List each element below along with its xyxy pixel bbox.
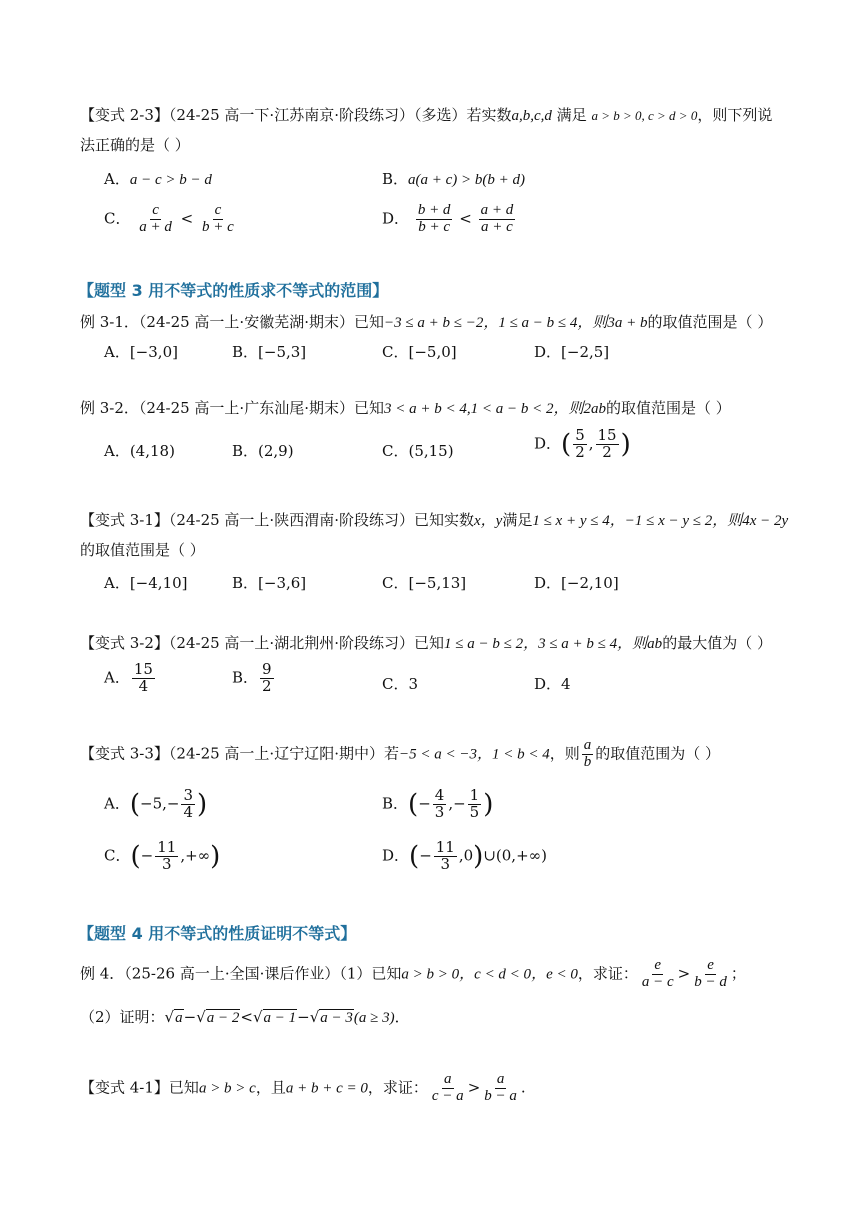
radicand: a − 2 — [206, 1010, 240, 1026]
operator: > — [467, 1078, 481, 1097]
problem-e32-line1 — [80, 397, 731, 418]
denominator: b − a — [484, 1087, 517, 1104]
option-d: D．4 — [534, 675, 571, 693]
numerator: 9 — [262, 660, 272, 678]
problem-header: 【变式 3-2】（24-25 高一上·湖北荆州·阶段练习）已知 — [80, 634, 444, 652]
right-paren: ) — [473, 841, 484, 872]
math-condition: ，1 < b < 4 — [476, 746, 550, 763]
option-label: B． — [232, 668, 259, 687]
denominator: a + d — [139, 218, 172, 235]
option-label: D． — [534, 434, 562, 453]
left-paren: ( — [561, 429, 572, 460]
math-condition: −3 ≤ a + b ≤ −2 — [383, 315, 484, 331]
numerator: 11 — [157, 838, 177, 856]
problem-v23-line1 — [80, 104, 772, 125]
text: ,0 — [458, 846, 474, 865]
numerator: a — [444, 1071, 452, 1087]
math-expr: a − c > b − d — [129, 172, 212, 188]
text: （2）证明： — [80, 1008, 165, 1026]
text: ，则 — [549, 744, 580, 763]
problem-e4-line1 — [80, 958, 746, 991]
fraction — [582, 738, 594, 771]
math-vars: a,b,c,d — [511, 108, 552, 124]
problem-header: 例 4．（25-26 高一上·全国·课后作业）（1）已知 — [80, 964, 402, 983]
radicand: a — [175, 1010, 183, 1026]
text: − — [418, 794, 431, 813]
option-label: C． — [104, 846, 131, 865]
union-symbol: ∪ — [483, 846, 496, 865]
option-d: D．[−2,5] — [534, 343, 610, 361]
option-label: A． — [104, 794, 130, 813]
fraction — [468, 788, 482, 821]
fraction — [155, 840, 178, 873]
option-c: C．(5,15) — [382, 442, 454, 460]
text: ． — [394, 1008, 410, 1026]
numerator: e — [707, 957, 714, 973]
math-condition: a > b > c — [198, 1080, 256, 1097]
option-c — [104, 840, 220, 873]
problem-v33-line1 — [80, 738, 720, 771]
text: ； — [730, 964, 746, 983]
text: − — [419, 846, 432, 865]
text: ，则下列说 — [697, 106, 773, 124]
denominator: 2 — [602, 442, 612, 461]
option-b — [382, 168, 525, 189]
option-d — [382, 203, 517, 236]
fraction — [434, 840, 457, 873]
problem-header: 例 3-1．（24-25 高一上·安徽芜湖·期末）已知 — [80, 313, 384, 331]
fraction — [433, 788, 447, 821]
problem-header: 例 3-2．（24-25 高一上·广东汕尾·期末）已知 — [80, 399, 384, 417]
math-expr: ，则3a + b — [577, 315, 648, 331]
option-d: D．[−2,10] — [534, 574, 619, 592]
problem-v41-line1 — [80, 1072, 526, 1105]
numerator: 15 — [597, 426, 617, 444]
option-label: B． — [382, 794, 409, 813]
fraction — [640, 958, 676, 991]
numerator: 4 — [434, 786, 445, 804]
problem-header: 【变式 4-1】已知 — [80, 1078, 199, 1097]
math-condition: a > b > 0, c > d > 0 — [591, 108, 698, 123]
option-b: B．[−3,6] — [232, 574, 307, 592]
text: 的最大值为（ ） — [662, 634, 772, 652]
option-a: A．[−4,10] — [104, 574, 188, 592]
denominator: b + c — [202, 218, 234, 235]
text: 的取值范围是（ ） — [605, 399, 731, 417]
denominator: c − a — [431, 1087, 464, 1104]
problem-v31-line1 — [80, 509, 788, 530]
denominator: 2 — [262, 676, 272, 695]
numerator: c — [152, 202, 159, 218]
numerator: e — [654, 957, 662, 973]
math-condition: ，3 ≤ a + b ≤ 4 — [523, 636, 618, 652]
option-label: B． — [382, 170, 409, 188]
math-condition: ，−1 ≤ x − y ≤ 2 — [609, 513, 713, 529]
option-label: C． — [104, 209, 131, 228]
option-a — [104, 168, 212, 189]
fraction — [596, 428, 619, 461]
denominator: 4 — [138, 676, 149, 695]
problem-v31-line2: 的取值范围是（ ） — [80, 541, 205, 559]
text: (0,+∞) — [495, 846, 547, 865]
numerator: b + d — [417, 202, 451, 218]
math-condition: (a ≥ 3) — [353, 1010, 395, 1026]
option-c: C．[−5,0] — [382, 343, 457, 361]
problem-v23-line2: 法正确的是（ ） — [80, 136, 190, 154]
math-expr: ，则2ab — [553, 401, 606, 417]
operator: > — [677, 964, 691, 983]
option-b — [382, 788, 493, 821]
numerator: a — [583, 737, 592, 753]
operator: < — [180, 209, 194, 228]
option-label: D． — [382, 846, 410, 865]
right-paren: ) — [197, 789, 208, 820]
numerator: a — [496, 1071, 505, 1087]
radicand: a − 1 — [263, 1010, 297, 1026]
problem-e31-line1 — [80, 311, 772, 332]
operator: < — [459, 209, 472, 228]
fraction — [132, 662, 155, 695]
math-condition: 1 ≤ a − b ≤ 2 — [443, 636, 524, 652]
option-a — [104, 788, 207, 821]
option-c — [104, 203, 238, 236]
text: −5,− — [140, 794, 180, 813]
math-expr: ，则4x − 2y — [712, 513, 789, 529]
denominator: a − c — [641, 973, 674, 990]
problem-header: 【变式 3-1】（24-25 高一上·陕西渭南·阶段练习）已知实数 — [80, 511, 474, 529]
radicand: a − 3 — [320, 1010, 353, 1026]
option-c: C．[−5,13] — [382, 574, 467, 592]
math-condition: ，e < 0 — [531, 966, 578, 983]
sqrt-symbol: √ — [164, 1008, 175, 1026]
fraction — [200, 203, 236, 236]
fraction — [479, 203, 516, 236]
math-expr: ，则ab — [617, 636, 663, 652]
text: ，求证： — [367, 1078, 428, 1097]
problem-header: 【变式 3-3】（24-25 高一上·辽宁辽阳·期中）若 — [80, 744, 399, 763]
denominator: b — [583, 753, 592, 770]
math-expr: a(a + c) > b(b + d) — [408, 172, 526, 188]
fraction — [137, 203, 174, 236]
option-a — [104, 662, 157, 695]
option-a: A．[−3,0] — [104, 343, 178, 361]
option-b: B．(2,9) — [232, 442, 294, 460]
math-condition: a + b + c = 0 — [285, 1080, 368, 1097]
denominator: 5 — [469, 802, 480, 821]
text: . — [520, 1078, 526, 1097]
fraction — [573, 428, 587, 461]
problem-header: 【变式 2-3】（24-25 高一下·江苏南京·阶段练习）（多选）若实数 — [80, 106, 512, 124]
fraction — [260, 662, 274, 695]
text: ，求证： — [577, 964, 638, 983]
operator: − — [297, 1008, 310, 1026]
fraction — [430, 1072, 466, 1105]
option-label: A． — [104, 170, 130, 188]
fraction — [692, 958, 729, 991]
left-paren: ( — [129, 789, 140, 820]
denominator: 4 — [183, 802, 193, 821]
numerator: a + d — [480, 202, 514, 218]
problem-e4-line2 — [80, 1006, 410, 1027]
option-b — [232, 662, 276, 695]
right-paren: ) — [620, 429, 631, 460]
left-paren: ( — [408, 789, 419, 820]
problem-v32-line1 — [80, 632, 772, 653]
denominator: b + c — [418, 218, 451, 235]
numerator: 3 — [183, 786, 193, 804]
numerator: c — [214, 202, 222, 218]
numerator: 5 — [575, 426, 585, 444]
left-paren: ( — [409, 841, 420, 872]
operator: < — [240, 1008, 253, 1026]
text: 满足 — [502, 511, 533, 529]
option-a: A．(4,18) — [104, 442, 175, 460]
text: , — [448, 794, 454, 813]
sqrt-symbol: √ — [196, 1008, 206, 1026]
math-condition: −5 < a < −3 — [398, 746, 477, 763]
math-condition: 1 ≤ x + y ≤ 4 — [532, 513, 610, 529]
fraction — [416, 203, 453, 236]
math-condition: ，c < d < 0 — [459, 966, 532, 983]
denominator: a + c — [481, 218, 513, 235]
text: − — [140, 846, 154, 865]
fraction — [482, 1072, 519, 1105]
sqrt-symbol: √ — [309, 1008, 320, 1026]
math-vars: x，y — [473, 513, 503, 529]
math-condition: ，1 ≤ a − b ≤ 4 — [483, 315, 578, 331]
section-title-3: 【题型 3 用不等式的性质求不等式的范围】 — [78, 281, 389, 300]
right-paren: ) — [210, 841, 221, 872]
numerator: 1 — [469, 786, 480, 804]
text: − — [453, 794, 466, 813]
numerator: 15 — [133, 660, 153, 678]
denominator: 3 — [161, 854, 172, 873]
numerator: 11 — [435, 838, 455, 856]
denominator: 3 — [434, 802, 445, 821]
text: ,+∞ — [180, 846, 211, 865]
sqrt-symbol: √ — [252, 1008, 263, 1026]
section-title-4: 【题型 4 用不等式的性质证明不等式】 — [78, 924, 357, 943]
math-condition: 3 < a + b < 4,1 < a − b < 2 — [383, 401, 554, 417]
text: 的取值范围是（ ） — [647, 313, 773, 331]
text: 满足 — [551, 106, 592, 124]
text: 的取值范围为（ ） — [595, 744, 721, 763]
left-paren: ( — [130, 841, 141, 872]
math-condition: a > b > 0 — [401, 966, 460, 983]
fraction — [181, 788, 195, 821]
denominator: 3 — [440, 854, 451, 873]
right-paren: ) — [483, 789, 494, 820]
denominator: b − d — [694, 973, 727, 990]
option-c: C．3 — [382, 675, 419, 693]
option-label: D． — [382, 209, 410, 228]
option-d: D．( $\frac{5}{2}$ , $\frac{15}{2}$ ) — [534, 426, 631, 461]
operator: − — [183, 1008, 197, 1026]
text: ，且 — [255, 1078, 286, 1097]
denominator: 2 — [575, 442, 585, 461]
option-d — [382, 840, 547, 873]
option-label: A． — [104, 668, 130, 687]
option-b: B．[−5,3] — [232, 343, 307, 361]
